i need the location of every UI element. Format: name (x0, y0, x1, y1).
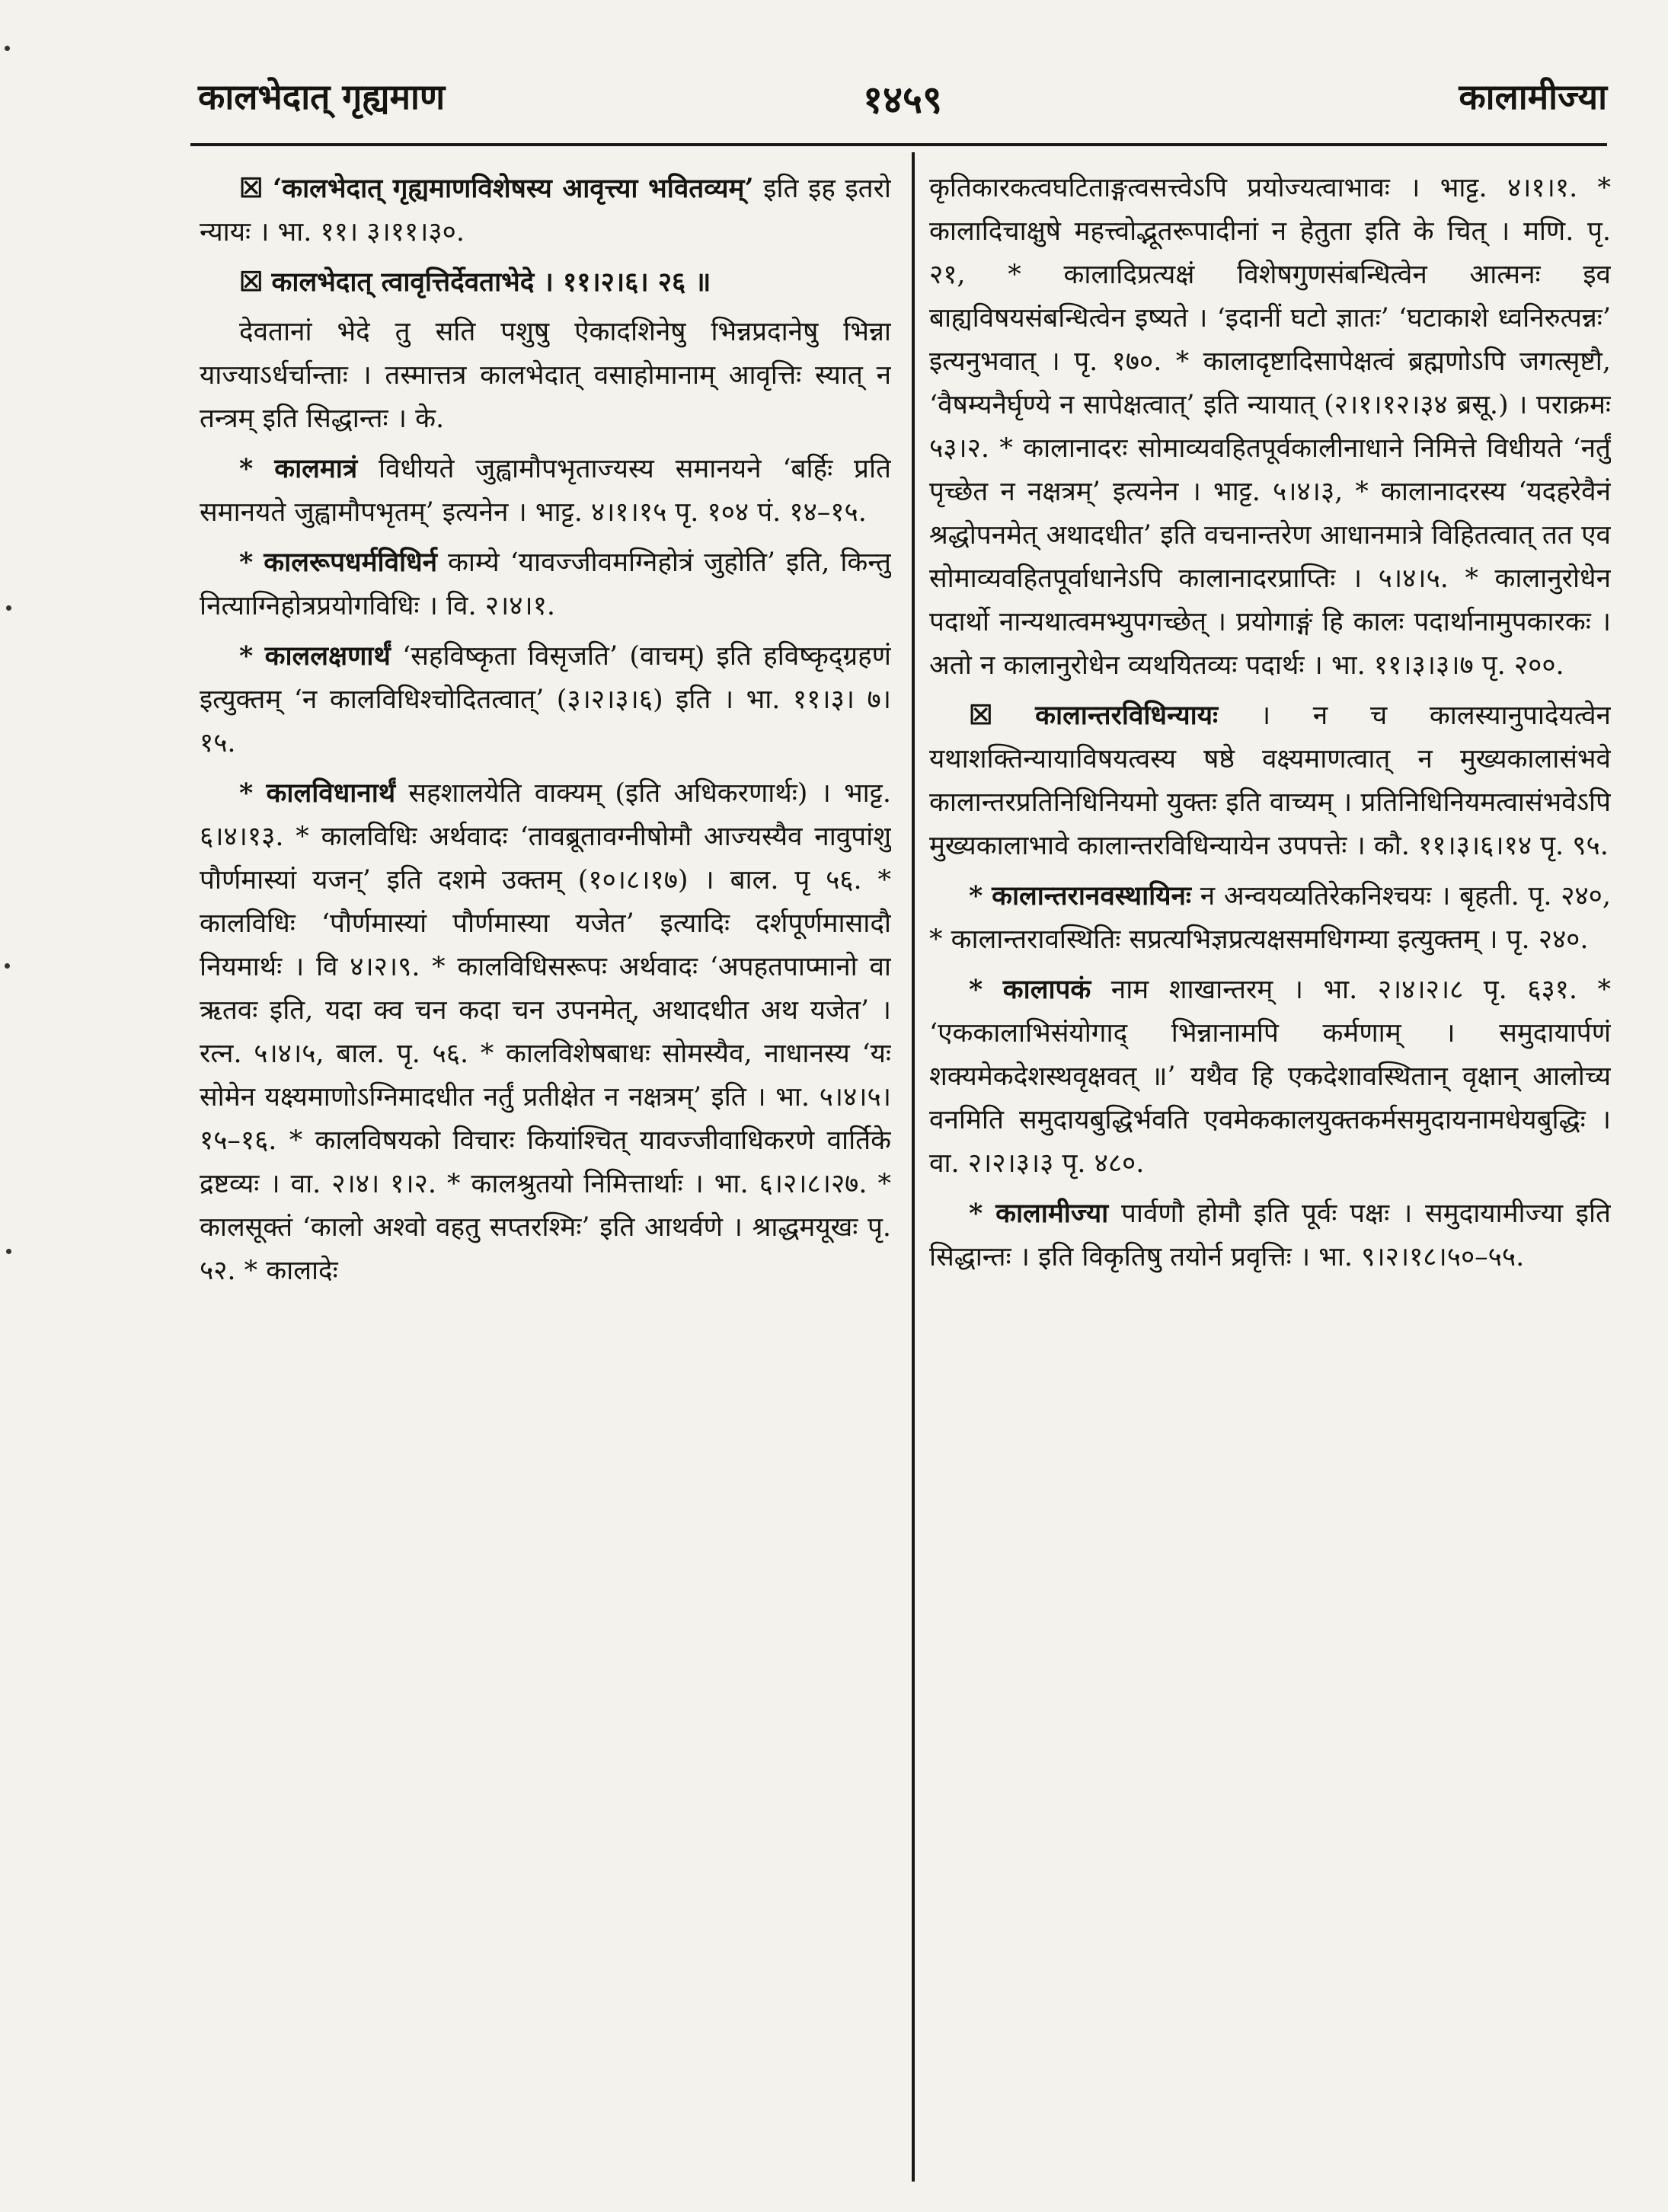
entry-head: कालरूपधर्मविधिर्न (264, 547, 438, 578)
entry-marker: ☒ (239, 173, 264, 204)
entry-marker: * (969, 880, 983, 911)
entry-body: इति इह इतरो न्यायः । भा. ११। ३।११।३०. (200, 174, 891, 247)
entry-body: ‘सहविष्कृता विसृजति’ (वाचम्) इति हविष्कृद्ग्रहणं इत्युक्तम् ‘न कालविधिश्चोदितत्वात्’ (३।२।३।६) इति । भा. ११।३। ७।१५. (200, 641, 891, 758)
entry-marker: * (969, 974, 983, 1005)
entry (200, 634, 891, 765)
entry (200, 447, 891, 535)
entry-body: नाम शाखान्तरम् । भा. २।४।२।८ पृ. ६३१. * ‘एककालाभिसंयोगाद् भिन्नानामपि कर्मणाम् । समुदायार्पणं शक्यमेकदेशस्थवृक्षवत् ॥’ यथैव हि एकदेशावस्थितान् वृक्षान् आलोच्य वनमिति समुदायबुद्धिर्भवति एवमेककालयुक्तकर्मसमुदायनामधेयबुद्धिः । वा. २।२।३।३ पृ. ४८०. (929, 975, 1611, 1179)
entry-body: विधीयते जुह्वामौपभृताज्यस्य समानयने ‘बर्हिः प्रति समानयते जुह्वामौपभृतम्’ इत्यनेन । भाट्ट. ४।१।१५ पृ. १०४ पं. १४–१५. (200, 454, 891, 528)
scan-speck (5, 46, 10, 51)
entry-marker: * (239, 453, 254, 484)
entry-body: । ११।२।६। २६ ॥ (534, 267, 711, 298)
header-rule (190, 143, 1607, 146)
entry-head: कालापकं (1002, 974, 1091, 1005)
running-header (198, 72, 1607, 133)
entry-marker: * (239, 777, 254, 809)
entry-marker: ☒ (239, 267, 264, 298)
entry-head: कालामीज्या (995, 1198, 1109, 1229)
entry-head: कालमात्रं (274, 453, 358, 484)
entry-head: कालान्तरविधिन्यायः (1035, 700, 1219, 731)
left-column (200, 164, 891, 2182)
entry-body: पार्वणौ होमौ इति पूर्वः पक्षः । समुदायामीज्या इति सिद्धान्तः । इति विकृतिषु तयोर्न प्रवृत्तिः । भा. ९।२।१८।५०–५५. (929, 1199, 1611, 1272)
scan-speck (6, 605, 11, 611)
header-left-catchword: कालभेदात् गृह्यमाण (198, 76, 446, 117)
entry-head: काललक्षणार्थं (264, 640, 391, 672)
entry-body: काम्ये ‘यावज्जीवमग्निहोत्रं जुहोति’ इति, किन्तु नित्याग्निहोत्रप्रयोगविधिः । वि. २।४।१. (200, 547, 891, 621)
entry-body: । न च कालस्यानुपादेयत्वेन यथाशक्तिन्यायाविषयत्वस्य षष्ठे वक्ष्यमाणत्वात् न मुख्यकालासंभवे कालान्तरप्रतिनिधिनियमो युक्तः इति वाच्यम् । प्रतिनिधिनियमत्वासंभवेऽपि मुख्यकालाभावे कालान्तरविधिन्यायेन उपपत्तेः । कौ. ११।३।६।१४ पृ. ९५. (929, 701, 1611, 861)
entry (929, 1192, 1611, 1279)
entry (200, 771, 891, 1293)
entry (200, 541, 891, 628)
header-right-catchword: कालामीज्या (1459, 76, 1607, 117)
entry-marker: * (239, 640, 254, 672)
entry-body: न अन्वयव्यतिरेकनिश्चयः । बृहती. पृ. २४०, * कालान्तरावस्थितिः सप्रत्यभिज्ञप्रत्यक्षसमधिगम्या इत्युक्तम् । पृ. २४०. (929, 881, 1611, 955)
entry (929, 694, 1611, 868)
entry-head: कालविधानार्थं (266, 777, 396, 809)
page-number: १४५९ (863, 77, 942, 122)
entry-marker: ☒ (969, 700, 993, 731)
entry-marker: * (239, 547, 254, 578)
entry (200, 311, 891, 441)
scan-speck (6, 1249, 11, 1254)
column-divider (912, 152, 915, 2182)
entry (929, 874, 1611, 962)
entry-head: कालान्तरानवस्थायिनः (992, 880, 1192, 911)
entry (200, 167, 891, 254)
entry (200, 260, 891, 305)
entry-head: ‘कालभेदात् गृह्यमाणविशेषस्य आवृत्त्या भवितव्यम्’ (273, 173, 754, 204)
entry (929, 968, 1611, 1186)
right-column (929, 164, 1611, 2182)
entry-body: सहशालयेति वाक्यम् (इति अधिकरणार्थः) । भाट्ट. ६।४।१३. * कालविधिः अर्थवादः ‘तावब्रूतावग्नीषोमौ आज्यस्यैव नावुपांशु पौर्णमास्यां यजन्’ इति दशमे उक्तम् (१०।८।१७) । बाल. पृ ५६. * कालविधिः ‘पौर्णमास्यां पौर्णमास्या यजेत’ इत्यादिः दर्शपूर्णमासादौ नियमार्थः । वि ४।२।९. * कालविधिसरूपः अर्थवादः ‘अपहतपाप्मानो वा ऋतवः इति, यदा क्व चन कदा चन उपनमेत्, अथादधीत अथ यजेत’ । रत्न. ५।४।५, बाल. पृ. ५६. * कालविशेषबाधः सोमस्यैव, नाधानस्य ‘यः सोमेन यक्ष्यमाणोऽग्निमादधीत नर्तुं प्रतीक्षेत न नक्षत्रम्’ इति । भा. ५।४।५।१५–१६. * कालविषयको विचारः कियांश्चित् यावज्जीवाधिकरणे वार्तिके द्रष्टव्यः । वा. २।४। १।२. * कालश्रुतयो निमित्तार्थाः । भा. ६।२।८।२७. * कालसूक्तं ‘कालो अश्वो वहतु सप्तरश्मिः’ इति आथर्वणे । श्राद्धमयूखः पृ. ५२. * कालादेः (200, 778, 891, 1286)
scan-speck (5, 963, 10, 969)
entry (929, 167, 1611, 688)
entry-body: कृतिकारकत्वघटिताङ्गत्वसत्त्वेऽपि प्रयोज्यत्वाभावः । भाट्ट. ४।१।१. * कालादिचाक्षुषे महत्त्वोद्भूतरूपादीनां न हेतुता इति के चित् । मणि. पृ. २१, * कालादिप्रत्यक्षं विशेषगुणसंबन्धित्वेन आत्मनः इव बाह्यविषयसंबन्धित्वेन इष्यते । ‘इदानीं घटो ज्ञातः’ ‘घटाकाशे ध्वनिरुत्पन्नः’ इत्यनुभवात् । पृ. १७०. * कालादृष्टादिसापेक्षत्वं ब्रह्मणोऽपि जगत्सृष्टौ, ‘वैषम्यनैर्घृण्ये न सापेक्षत्वात्’ इति न्यायात् (२।१।१२।३४ ब्रसू.) । पराक्रमः ५३।२. * कालानादरः सोमाव्यवहितपूर्वकालीनाधाने निमित्ते विधीयते ‘नर्तुं पृच्छेत न नक्षत्रम्’ इत्यनेन । भाट्ट. ५।४।३, * कालानादरस्य ‘यदहरेवैनं श्रद्धोपनमेत् अथादधीत’ इति वचनान्तरेण आधानमात्रे विहितत्वात् तत एव सोमाव्यवहितपूर्वाधानेऽपि कालानादरप्राप्तिः । ५।४।५. * कालानुरोधेन पदार्थो नान्यथात्वमभ्युपगच्छेत् । प्रयोगाङ्गं हि कालः पदार्थानामुपकारकः । अतो न कालानुरोधेन व्यथयितव्यः पदार्थः । भा. ११।३।३।७ पृ. २००. (929, 173, 1611, 681)
entry-marker: * (969, 1198, 983, 1229)
entry-head: कालभेदात् त्वावृत्तिर्देवताभेदे (271, 267, 535, 298)
entry-body: देवतानां भेदे तु सति पशुषु ऐकादशिनेषु भिन्नप्रदानेषु भिन्ना याज्याऽर्धर्चान्ताः । तस्मात्तत्र कालभेदात् वसाहोमानाम् आवृत्तिः स्यात् न तन्त्रम् इति सिद्धान्तः । के. (200, 317, 891, 434)
